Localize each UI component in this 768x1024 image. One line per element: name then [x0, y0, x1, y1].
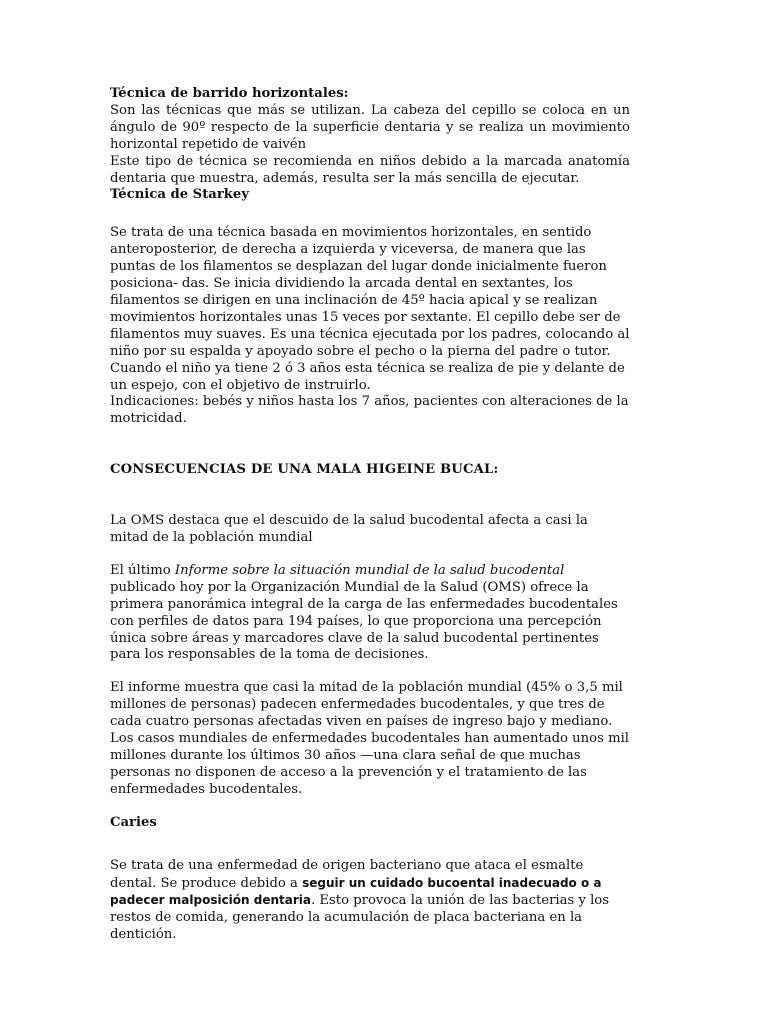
- p2-text-after: publicado hoy por la Organización Mundial de la Salud (OMS) ofrece la primera panorámica integral de la carga de las enfermedades bucodentales con perfiles de datos para 194 países, lo que proporciona una percepción única sobre áreas y marcadores clave de la salud bucodental pertinentes para los responsables de la toma de decisiones.: [110, 579, 618, 663]
- consecuencias-paragraph-2: [110, 563, 630, 664]
- caries-title: Caries: [110, 814, 157, 830]
- barrido-paragraph-1: Son las técnicas que más se utilizan. La cabeza del cepillo se coloca en un ángulo de 90º respecto de la superficie dentaria y se realiza un movimiento horizontal repetido de vaivén: [110, 102, 630, 152]
- starkey-title: Técnica de Starkey: [110, 187, 249, 203]
- p2-text-before: El último: [110, 562, 175, 578]
- consecuencias-title: CONSECUENCIAS DE UNA MALA HIGEINE BUCAL:: [110, 462, 499, 478]
- barrido-title: Técnica de barrido horizontales:: [110, 86, 349, 101]
- starkey-paragraph-2: Indicaciones: bebés y niños hasta los 7 años, pacientes con alteraciones de la motricidad.: [110, 394, 629, 427]
- consecuencias-paragraph-3: El informe muestra que casi la mitad de la población mundial (45% o 3,5 mil millones de personas) padecen enfermedades bucodentales, y que tres de cada cuatro personas afectadas viven en países de ingreso bajo y mediano. Los casos mundiales de enfermedades bucodentales han aumentado unos mil millones durante los últimos 30 años —una clara señal de que muchas personas no disponen de acceso a la prevención y el tratamiento de las enfermedades bucodentales.: [110, 680, 630, 797]
- caries-paragraph: [110, 858, 630, 945]
- starkey-paragraph-1: Se trata de una técnica basada en movimientos horizontales, en sentido anteroposterior, de derecha a izquierda y viceversa, de manera que las puntas de los filamentos se desplazan del lugar donde inicialmente fueron posiciona- das. Se inicia dividiendo la arcada dental en sextantes, los filamentos se dirigen en una inclinación de 45º hacia apical y se realizan movimientos horizontales unas 15 veces por sextante. El cepillo debe ser de filamentos muy suaves. Es una técnica ejecutada por los padres, colocando al niño por su espalda y apoyado sobre el pecho o la pierna del padre o tutor. Cuando el niño ya tiene 2 ó 3 años esta técnica se realiza de pie y delante de un espejo, con el objetivo de instruirlo.: [110, 225, 630, 393]
- caries-text-after: . Esto provoca la unión de las bacterias y los restos de comida, generando la acumulación de placa bacteriana en la dentición.: [110, 893, 610, 943]
- caries-bold-text: seguir un cuidado bucoental inadecuado o a padecer malposición dentaria: [110, 875, 602, 908]
- barrido-paragraph-2: Este tipo de técnica se recomienda en niños debido a la marcada anatomía dentaria que muestra, además, resulta ser la más sencilla de ejecutar.: [110, 153, 630, 186]
- consecuencias-paragraph-1: La OMS destaca que el descuido de la salud bucodental afecta a casi la mitad de la población mundial: [110, 513, 588, 546]
- document-page: [110, 86, 630, 944]
- caries-text-before: Se trata de una enfermedad de origen bacteriano que ataca el esmalte dental. Se produce debido a: [110, 857, 584, 891]
- report-title-italic: Informe sobre la situación mundial de la salud bucodental: [174, 562, 565, 578]
